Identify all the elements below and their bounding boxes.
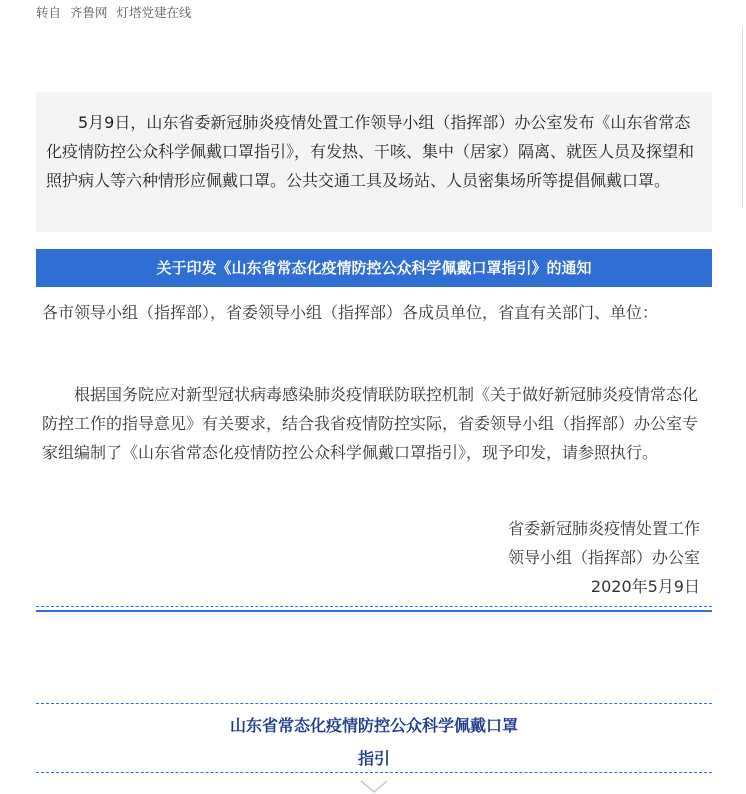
notice-salutation: 各市领导小组（指挥部），省委领导小组（指挥部）各成员单位，省直有关部门、单位： bbox=[42, 303, 659, 322]
signature-line-2: 领导小组（指挥部）办公室 bbox=[507, 548, 700, 567]
signature-line-1: 省委新冠肺炎疫情处置工作 bbox=[507, 519, 700, 538]
right-divider bbox=[742, 28, 743, 208]
source-link-dengta[interactable]: 灯塔党建在线 bbox=[116, 5, 192, 20]
notice-title-banner: 关于印发《山东省常态化疫情防控公众科学佩戴口罩指引》的通知 bbox=[36, 249, 712, 287]
guide-title-line-1: 山东省常态化疫情防控公众科学佩戴口罩 bbox=[229, 716, 518, 735]
section-divider-solid bbox=[36, 610, 712, 612]
source-link-qilu[interactable]: 齐鲁网 bbox=[70, 5, 108, 20]
guide-bottom-rule bbox=[36, 772, 712, 773]
notice-signature bbox=[508, 514, 700, 601]
section-divider-dashed bbox=[36, 606, 712, 607]
guide-title-line-2: 指引 bbox=[357, 749, 390, 768]
source-label: 转自 bbox=[36, 5, 62, 20]
signature-date: 2020年5月9日 bbox=[590, 577, 700, 596]
source-line bbox=[36, 3, 197, 21]
chevron-down-icon bbox=[360, 780, 388, 794]
notice-body: 根据国务院应对新型冠状病毒感染肺炎疫情联防联控机制《关于做好新冠肺炎疫情常态化防控工作的指导意见》有关要求，结合我省疫情防控实际，省委领导小组（指挥部）办公室专家组编制了《山东省常态化疫情防控公众科学佩戴口罩指引》，现予印发，请参照执行。 bbox=[42, 385, 699, 462]
guide-top-rule bbox=[36, 703, 712, 704]
summary-box: 5月9日，山东省委新冠肺炎疫情处置工作领导小组（指挥部）办公室发布《山东省常态化疫情防控公众科学佩戴口罩指引》，有发热、干咳、集中（居家）隔离、就医人员及探望和照护病人等六种情形应佩戴口罩。公共交通工具及场站、人员密集场所等提倡佩戴口罩。 bbox=[36, 92, 712, 232]
